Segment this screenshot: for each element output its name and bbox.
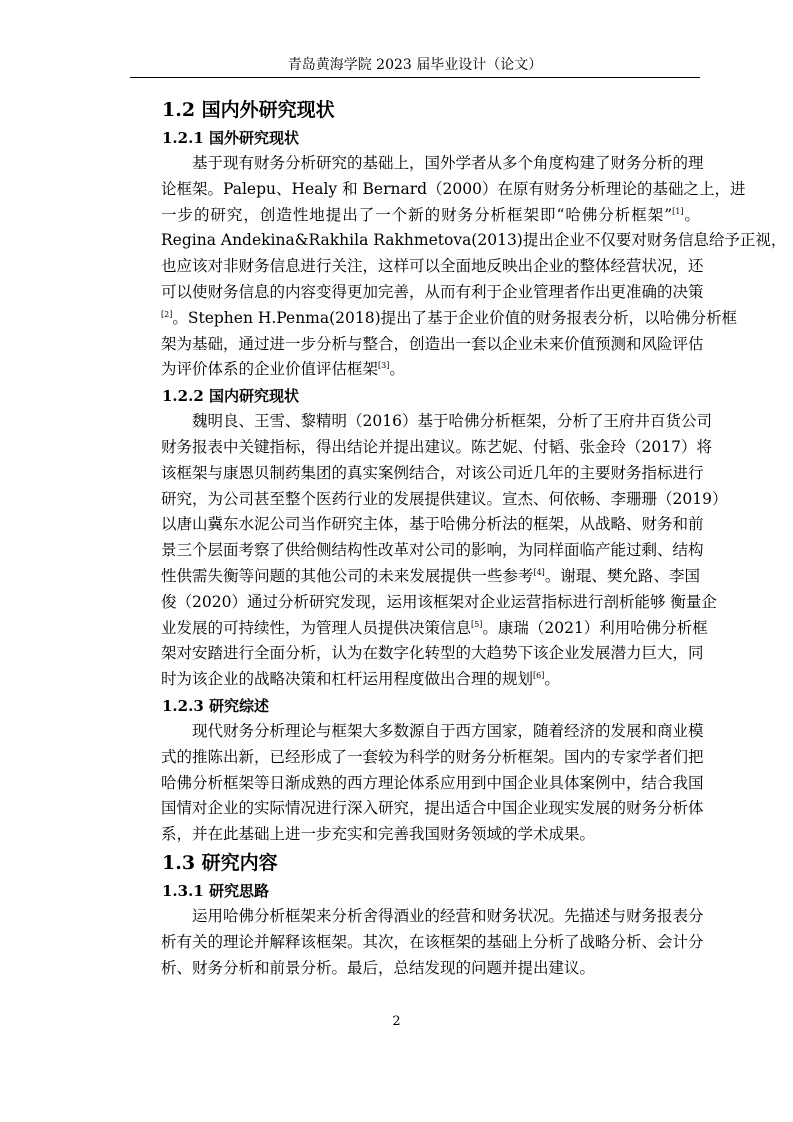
subsection-heading-1-2-3: 1.2.3 研究综述 [162,696,269,715]
text-line: Regina Andekina&Rakhila Rakhmetova(2013)提出企业不仅要对财务信息给予正视， [161,231,787,250]
text-line [130,306,738,332]
citation-ref: [5] [471,619,483,629]
page-body [130,95,787,981]
text-line: 该框架与康恩贝制药集团的真实案例结合，对该公司近几年的主要财务指标进行 [161,463,704,482]
page-number: 2 [392,1014,401,1029]
text-line: 一步的研究，创造性地提出了一个新的财务分析框架即“哈佛分析框架”[1]。 [161,205,700,224]
paragraph-foreign-research [130,151,787,383]
text-line: 财务报表中关键指标，得出结论并提出建议。陈艺妮、付韬、张金玲（2017）将 [161,437,712,456]
citation-ref: [2] [161,309,173,319]
text-fragment: 时为该企业的战略决策和杠杆运用程度做出合理的规划 [161,670,534,689]
text-line: 系，并在此基础上进一步充实和完善我国财务领域的学术成果。 [161,825,596,844]
section-heading-1-2: 1.2 国内外研究现状 [162,99,335,121]
running-header: 青岛黄海学院 2023 届毕业设计（论文） [287,57,543,73]
text-line: 架为基础，通过进一步分析与整合，创造出一套以企业未来价值预测和风险评估 [161,334,704,353]
text-line: 式的推陈出新，已经形成了一套较为科学的财务分析框架。国内的专家学者们把 [161,747,704,766]
text-line: 魏明良、王雪、黎精明（2016）基于哈佛分析框架，分析了王府井百货公司 [192,412,712,431]
paragraph-research-approach [130,904,704,981]
text-line [130,667,700,693]
text-line: 现代财务分析理论与框架大多数源自于西方国家，随着经济的发展和商业模 [192,721,704,740]
subsection-heading-1-3-1: 1.3.1 研究思路 [162,881,269,900]
text-line: 析有关的理论并解释该框架。其次，在该框架的基础上分析了战略分析、会计分 [161,932,704,951]
text-line: 论框架。Palepu、Healy 和 Bernard（2000）在原有财务分析理论的基础之上，进 [161,179,746,198]
subsection-heading-1-2-1: 1.2.1 国外研究现状 [162,129,299,147]
text-fragment: 性供需失衡等问题的其他公司的未来发展提供一些参考 [161,566,534,585]
citation-ref: [3] [378,361,390,371]
text-fragment: 为评价体系的企业价值评估框架 [161,360,379,379]
text-line [130,616,708,642]
text-fragment: 业发展的可持续性，为管理人员提供决策信息 [161,618,472,637]
text-line: 运用哈佛分析框架来分析舍得酒业的经营和财务状况。先描述与财务报表分 [192,906,704,925]
citation-ref: [6] [533,671,545,681]
text-line: 基于现有财务分析研究的基础上，国外学者从多个角度构建了财务分析的理 [192,154,704,172]
paragraph-domestic-research [130,409,728,693]
text-fragment: 。康瑞（2021）利用哈佛分析框 [482,618,708,637]
citation-ref: [4] [533,567,545,577]
text-line [130,564,700,590]
text-fragment: 。 [544,670,560,689]
text-line [130,357,700,383]
header-rule [130,77,700,78]
text-fragment: 。谢琨、樊允路、李国 [544,566,700,585]
section-heading-1-3: 1.3 研究内容 [162,851,278,874]
text-fragment: 。 [389,360,405,379]
text-line: 景三个层面考察了供给侧结构性改革对公司的影响，为同样面临产能过剩、结构 [161,541,704,560]
text-fragment: 一步的研究，创造性地提出了一个新的财务分析框架即“哈佛分析框架” [161,205,673,224]
text-line: 哈佛分析框架等日渐成熟的西方理论体系应用到中国企业具体案例中，结合我国 [161,773,704,792]
text-line: 国情对企业的实际情况进行深入研究，提出适合中国企业现实发展的财务分析体 [161,799,704,818]
text-line: 可以使财务信息的内容变得更加完善，从而有利于企业管理者作出更准确的决策 [161,282,704,301]
text-line: 以唐山冀东水泥公司当作研究主体，基于哈佛分析法的框架，从战略、财务和前 [161,515,704,534]
text-line: 析、财务分析和前景分析。最后，总结发现的问题并提出建议。 [161,958,596,977]
subsection-heading-1-2-2: 1.2.2 国内研究现状 [162,387,299,406]
paragraph-research-summary [130,719,704,848]
text-line: 俊（2020）通过分析研究发现，运用该框架对企业运营指标进行剖析能够 衡量企 [161,592,717,611]
citation-ref: [1] [672,206,684,216]
text-line: 研究，为公司甚至整个医药行业的发展提供建议。宣杰、何依畅、李珊珊（2019） [161,489,728,508]
text-line: 架对安踏进行全面分析，认为在数字化转型的大趋势下该企业发展潜力巨大，同 [161,644,704,663]
text-line: 也应该对非财务信息进行关注，这样可以全面地反映出企业的整体经营状况，还 [161,257,704,276]
text-fragment: 。Stephen H.Penma(2018)提出了基于企业价值的财务报表分析，以哈佛分析框 [172,308,738,327]
